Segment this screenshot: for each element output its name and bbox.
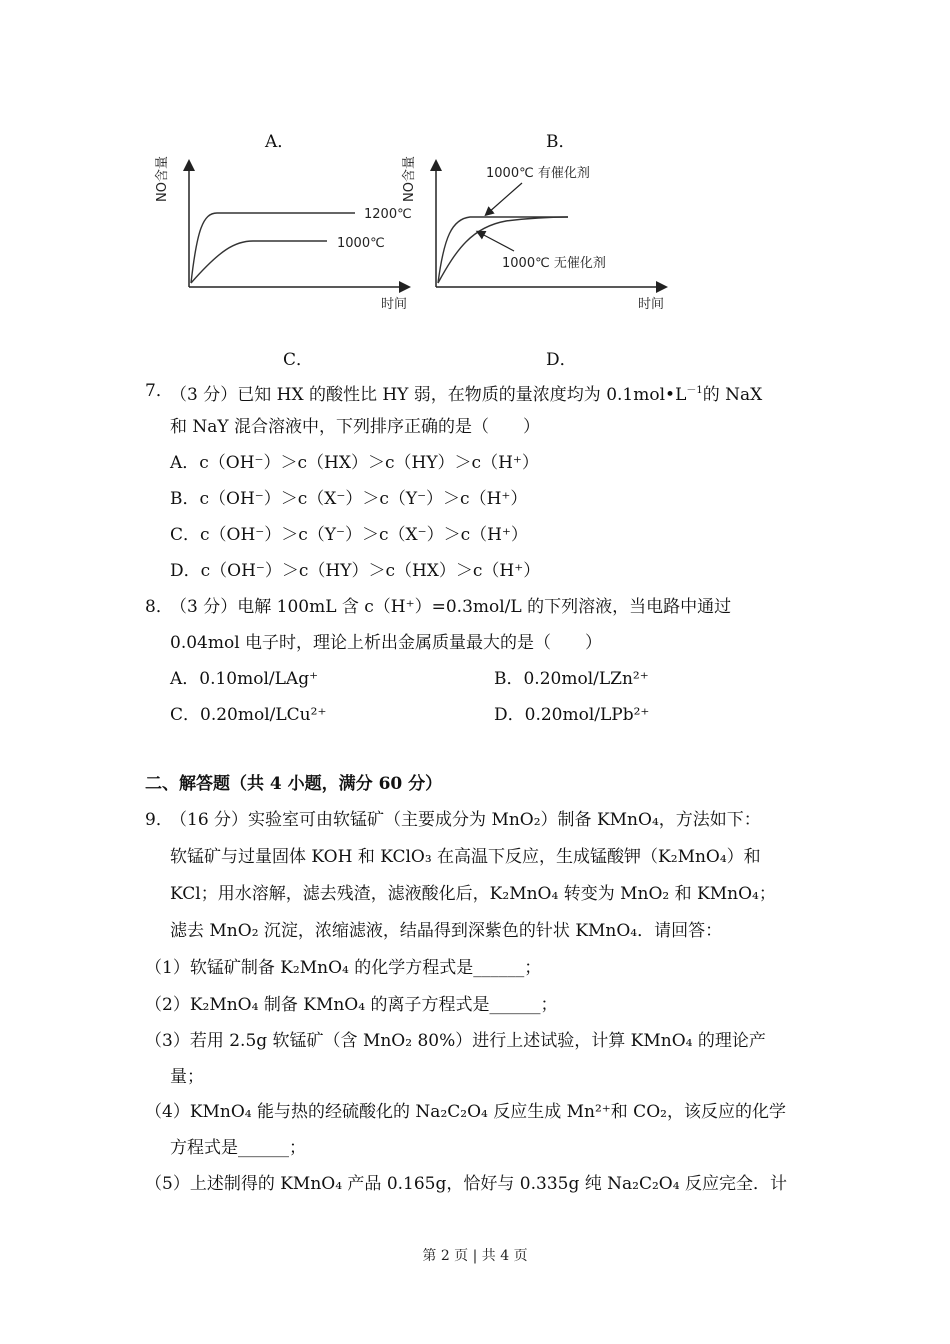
q8-stem-line-2: 0.04mol 电子时，理论上析出金属质量最大的是（ ） — [170, 633, 603, 653]
x-axis-label: 时间 — [381, 297, 408, 312]
y-axis-label: NO含量 — [402, 156, 417, 202]
q9-line-4: 滤去 MnO₂ 沉淀，浓缩滤液，结晶得到深紫色的针状 KMnO₄．请回答： — [170, 921, 723, 941]
callout-arrow-top — [488, 183, 522, 213]
option-label-d: D． — [546, 350, 577, 370]
q7-stem-line-2: 和 NaY 混合溶液中，下列排序正确的是（ ） — [170, 417, 541, 437]
q8-option-a: A．0.10mol/LAg⁺ — [170, 669, 319, 689]
curve-without-catalyst — [438, 217, 568, 283]
q9-line-3: KCl；用水溶解，滤去残渣，滤液酸化后，K₂MnO₄ 转变为 MnO₂ 和 KMnO₄； — [170, 884, 776, 904]
q8-stem-line-1: （3 分）电解 100mL 含 c（H⁺）=0.3mol/L 的下列溶液，当电路中通过 — [170, 597, 732, 617]
q9-sub-1: （1）软锰矿制备 K₂MnO₄ 的化学方程式是______； — [145, 958, 542, 978]
option-label-b: B． — [546, 132, 576, 152]
x-axis-label: 时间 — [638, 297, 665, 312]
section-2-title: 二、解答题（共 4 小题，满分 60 分） — [145, 774, 443, 794]
option-label-a: A． — [265, 132, 295, 152]
q9-sub-4-line-1: （4）KMnO₄ 能与热的经硫酸化的 Na₂C₂O₄ 反应生成 Mn²⁺和 CO₂，该反应的化学 — [145, 1102, 786, 1122]
q9-sub-4-line-2: 方程式是______； — [170, 1138, 306, 1158]
q9-number: 9． — [145, 810, 173, 830]
q8-option-d: D．0.20mol/LPb²⁺ — [494, 705, 650, 725]
option-label-c: C． — [283, 350, 314, 370]
curve-upper-label: 1200℃ — [364, 207, 412, 222]
q7-option-d: D．c（OH⁻）＞c（HY）＞c（HX）＞c（H⁺） — [170, 561, 541, 581]
q7-stem-end: 的 NaX — [702, 385, 763, 405]
q7-option-b: B．c（OH⁻）＞c（X⁻）＞c（Y⁻）＞c（H⁺） — [170, 489, 528, 509]
q8-option-b: B．0.20mol/LZn²⁺ — [494, 669, 649, 689]
q7-option-c: C．c（OH⁻）＞c（Y⁻）＞c（X⁻）＞c（H⁺） — [170, 525, 528, 545]
q7-stem-sup: －1 — [686, 385, 703, 396]
callout-top-label: 1000℃ 有催化剂 — [486, 166, 590, 181]
q7-number: 7． — [145, 381, 173, 401]
q9-line-2: 软锰矿与过量固体 KOH 和 KClO₃ 在高温下反应，生成锰酸钾（K₂MnO₄）和 — [170, 847, 761, 867]
graph-left — [155, 155, 425, 325]
q9-sub-3-line-1: （3）若用 2.5g 软锰矿（含 MnO₂ 80%）进行上述试验，计算 KMnO₄ 的理论产 — [145, 1031, 766, 1051]
q9-sub-5: （5）上述制得的 KMnO₄ 产品 0.165g，恰好与 0.335g 纯 Na₂C₂O₄ 反应完全．计 — [145, 1174, 787, 1194]
curve-with-catalyst — [438, 217, 568, 283]
curve-lower-label: 1000℃ — [337, 236, 385, 251]
q8-option-c: C．0.20mol/LCu²⁺ — [170, 705, 327, 725]
q7-option-a: A．c（OH⁻）＞c（HX）＞c（HY）＞c（H⁺） — [170, 453, 539, 473]
graph-right — [402, 155, 680, 325]
q7-stem-line-1 — [170, 380, 762, 406]
callout-bottom-label: 1000℃ 无催化剂 — [502, 256, 606, 271]
q9-sub-2: （2）K₂MnO₄ 制备 KMnO₄ 的离子方程式是______； — [145, 995, 558, 1015]
curve-1200 — [191, 213, 355, 283]
y-axis-label: NO含量 — [155, 156, 170, 202]
q8-number: 8． — [145, 597, 173, 617]
curve-1000 — [191, 241, 327, 283]
q7-stem-text: （3 分）已知 HX 的酸性比 HY 弱，在物质的量浓度均为 0.1mol•L — [170, 385, 687, 405]
q9-sub-3-line-2: 量； — [170, 1067, 204, 1087]
page-footer: 第 2 页 | 共 4 页 — [422, 1248, 528, 1264]
callout-arrow-bottom — [480, 233, 514, 251]
q9-line-1: （16 分）实验室可由软锰矿（主要成分为 MnO₂）制备 KMnO₄，方法如下： — [170, 810, 761, 830]
